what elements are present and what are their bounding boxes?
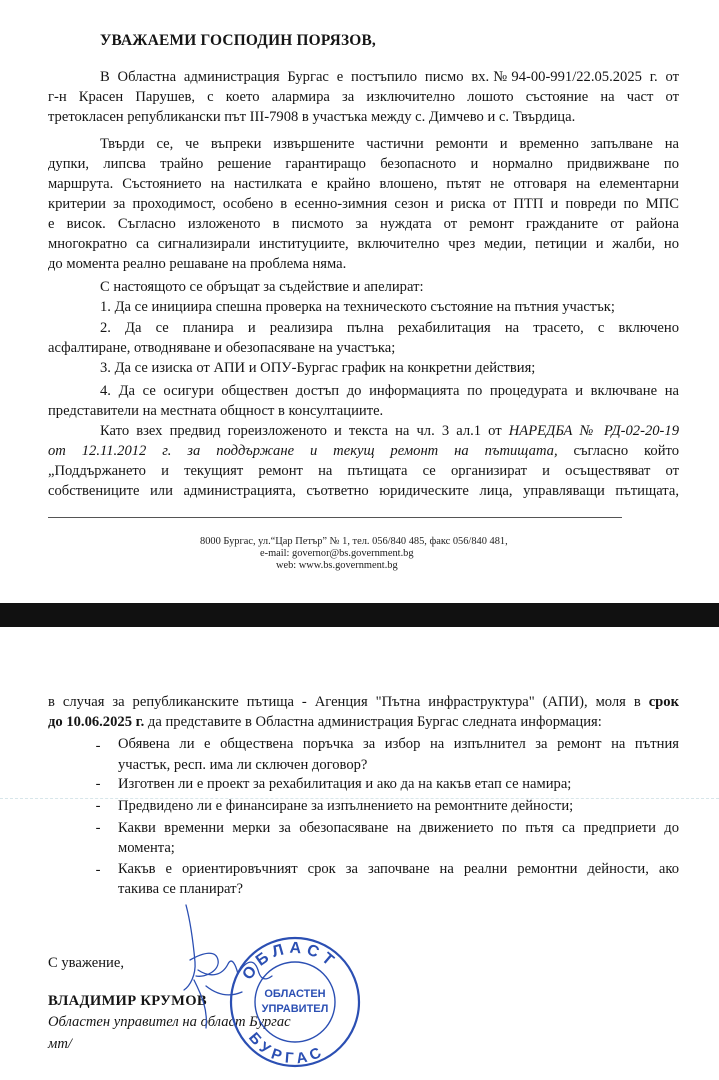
text-line: собствениците или администрацията, съответно юридическите лица, управляващи пътищата, [48, 483, 679, 499]
text-line: третокласен републикански път III-7908 в участъка между с. Димчево и с. Твърдица. [48, 109, 576, 125]
appeal-item: 2. Да се планира и реализира пълна рехабилитация на трасето, с включено [100, 320, 679, 336]
document-initials: мт/ [48, 1036, 72, 1052]
question-item: Предвидено ли е финансиране за изпълнението на ремонтните дейности; [118, 798, 574, 814]
deadline-date: до 10.06.2025 г. [48, 714, 145, 730]
footer-divider [48, 517, 622, 518]
bullet-marker: - [95, 862, 101, 878]
question-item: такива се планират? [118, 881, 243, 897]
page-break-band [0, 603, 719, 627]
footer-address: 8000 Бургас, ул.“Цар Петър” № 1, тел. 056/840 485, факс 056/840 481, [200, 536, 508, 547]
stamp-ring-top-path: ОБЛАСТ [239, 939, 341, 984]
appeal-item: представители на местната общност в консултациите. [48, 403, 384, 419]
official-stamp [226, 930, 364, 1070]
text-line: дупки, липсва трайно решение гарантиращо безопасното и нормално придвижване по [48, 156, 679, 172]
appeal-item: 4. Да се осигури обществен достъп до информацията по процедурата и включване на [100, 383, 679, 399]
text-line: е висок. Съгласно изложеното в писмото за нуждата от ремонт гражданите от района [48, 216, 679, 232]
question-item: участък, респ. има ли сключен договор? [118, 757, 368, 773]
text-line: многократно са сигнализирали институциите, включително чрез медии, петиции и жалби, но [48, 236, 679, 252]
footer-email: e-mail: governor@bs.government.bg [260, 548, 414, 559]
text-line: маршрута. Състоянието на настилката е крайно влошено, пътят не отговаря на елементарни [48, 176, 679, 192]
deadline-text: срок [648, 694, 679, 710]
regulation-reference: от 12.11.2012 г. за поддържане и текущ ремонт на пътищата, [48, 443, 558, 459]
text-span: в случая за републиканските пътища - Агенция "Пътна инфраструктура" (АПИ), моля в [48, 694, 649, 710]
text-span: Като взех предвид гореизложеното и текста на чл. 3 ал.1 от [100, 423, 509, 439]
text-line: критерии за проходимост, особено в есенно-зимния сезон и риска от ПТП и повреди по МПС [48, 196, 679, 212]
stamp-ring-text-bottom [245, 1029, 328, 1067]
bullet-marker: - [95, 798, 101, 814]
scan-artifact-line [0, 798, 719, 799]
text-line [48, 441, 679, 461]
text-line: В Областна администрация Бургас е постъпило писмо вх.№94-00-991/22.05.2025 г. от [100, 69, 679, 85]
text-line: „Поддържането и текущият ремонт на пътищата се организират и осъществяват от [48, 463, 679, 479]
footer-web: web: www.bs.government.bg [276, 560, 398, 571]
text-line [48, 692, 679, 712]
signer-title: Областен управител на област Бургас [48, 1014, 291, 1030]
question-item: момента; [118, 840, 175, 856]
appeal-item: 1. Да се инициира спешна проверка на техническото състояние на пътния участък; [100, 299, 615, 315]
question-item: Обявена ли е обществена поръчка за избор на изпълнител за ремонт на пътния [118, 736, 679, 752]
stamp-ring-bottom-path: БУРГАС [245, 1029, 329, 1068]
bullet-marker: - [95, 738, 101, 754]
text-span: съгласно който [557, 443, 679, 459]
signer-name: ВЛАДИМИР КРУМОВ [48, 993, 207, 1009]
appeal-item: 3. Да се изиска от АПИ и ОПУ-Бургас график на конкретни действия; [100, 360, 536, 376]
stamp-outer-ring [231, 938, 359, 1066]
regulation-reference: НАРЕДБА № РД-02-20-19 [508, 423, 679, 439]
bullet-marker: - [95, 820, 101, 836]
bullet-marker: - [95, 776, 101, 792]
text-line [48, 712, 602, 732]
text-span: да представите в Областна администрация Бургас следната информация: [144, 714, 602, 730]
appeal-item: асфалтиране, отводняване и обезопасяване на участъка; [48, 340, 396, 356]
text-line: Твърди се, че въпреки извършените частични ремонти и временно запълване на [100, 136, 679, 152]
letter-greeting: УВАЖАЕМИ ГОСПОДИН ПОРЯЗОВ, [100, 32, 376, 49]
appeal-intro: С настоящото се обръщат за съдействие и апелират: [100, 279, 424, 295]
text-line: до момента реално решаване на проблема няма. [48, 256, 347, 272]
stamp-center-line2: УПРАВИТЕЛ [261, 1003, 329, 1015]
text-line [100, 421, 679, 441]
stamp-inner-ring [255, 962, 335, 1042]
text-line: г-н Красен Парушев, с което алармира за изключително лошото състояние на част от [48, 89, 679, 105]
question-item: Какви временни мерки за обезопасяване на движението по пътя са предприети до [118, 820, 679, 836]
question-item: Изготвен ли е проект за рехабилитация и ако да на какъв етап се намира; [118, 776, 572, 792]
question-item: Какъв е ориентировъчният срок за започване на реални ремонтни дейности, ако [118, 861, 679, 877]
stamp-center-line1: ОБЛАСТЕН [264, 988, 326, 1000]
closing-phrase: С уважение, [48, 955, 124, 971]
